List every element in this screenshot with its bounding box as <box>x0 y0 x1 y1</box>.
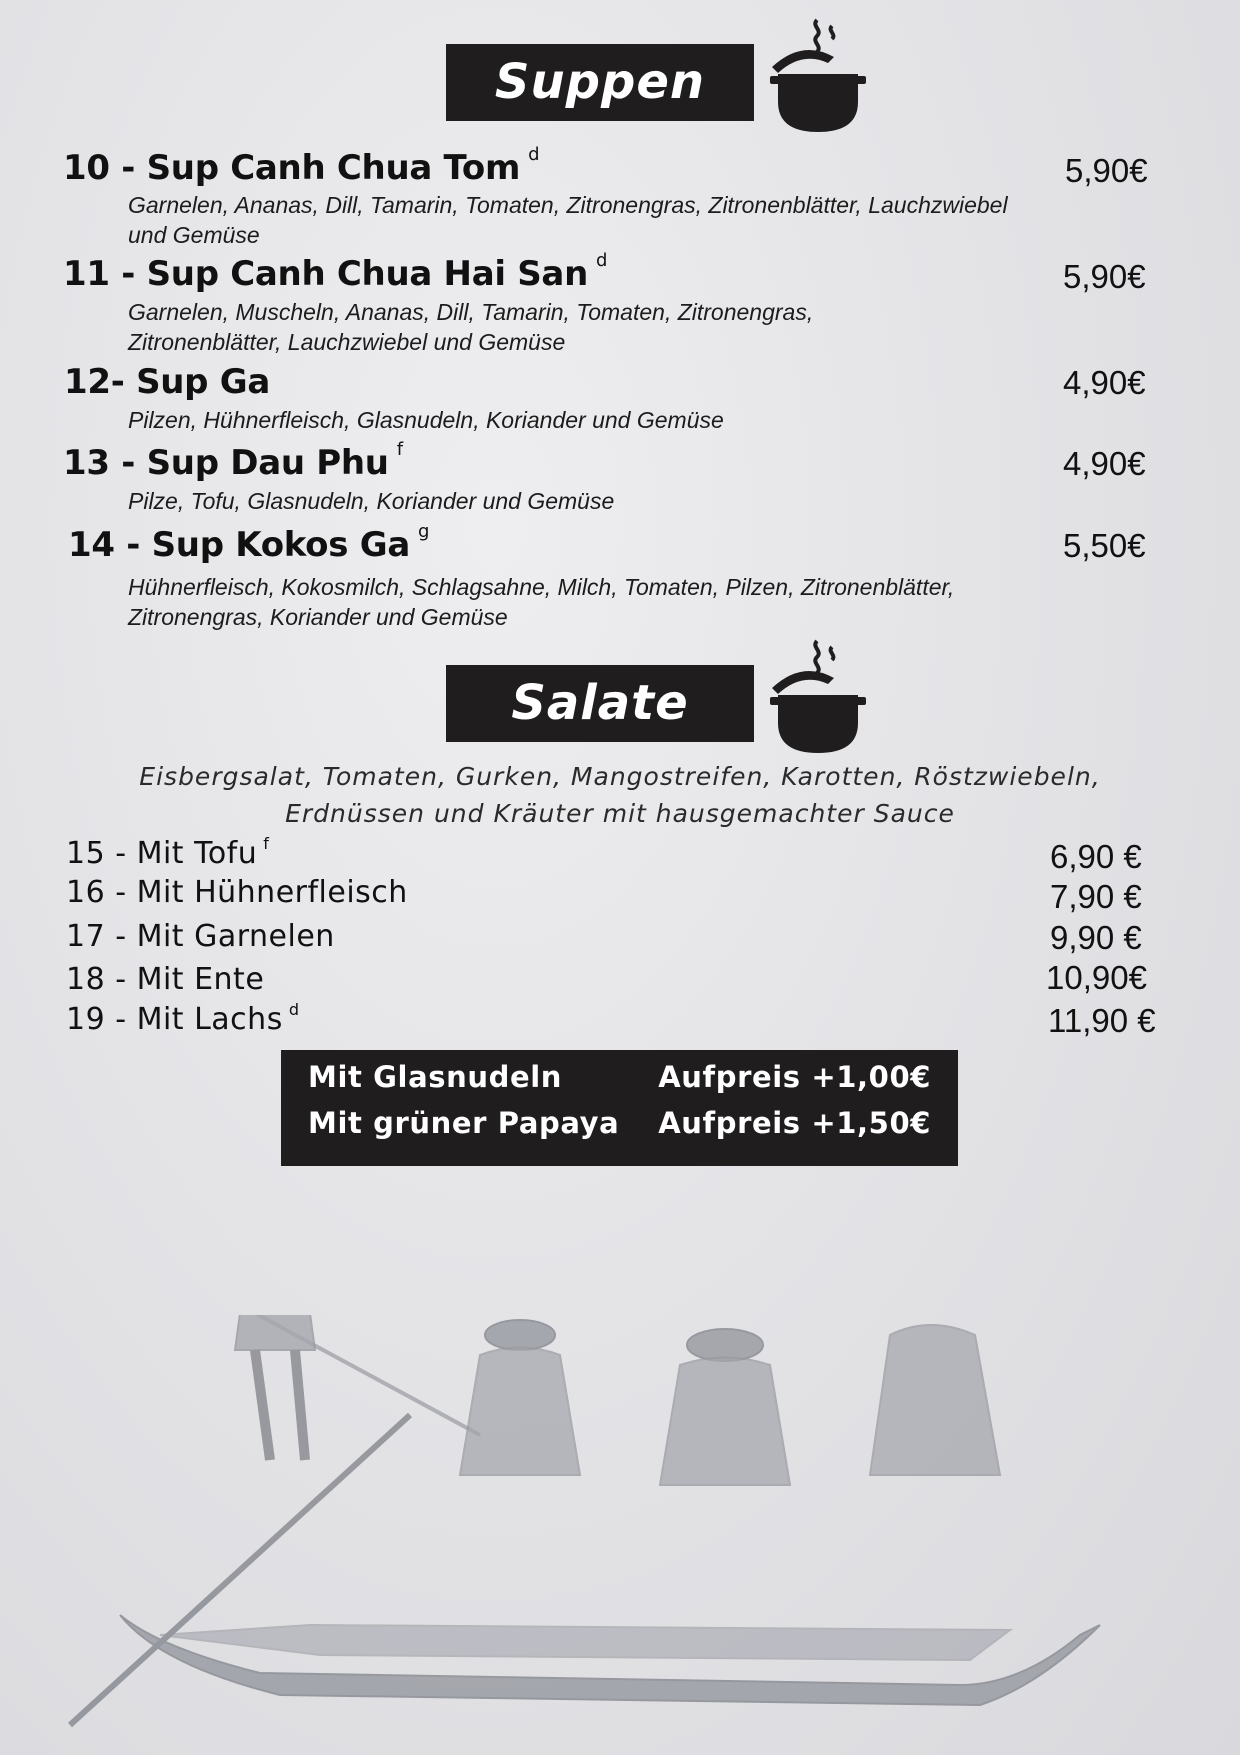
cooking-pot-icon <box>762 633 872 758</box>
soup-item-13-price: 4,90€ <box>1063 445 1146 482</box>
salad-item-17-price: 9,90 € <box>1050 919 1142 956</box>
salad-item-19-title: 19 - Mit Lachs $^d$ <box>66 1000 300 1037</box>
salad-base-description: Eisbergsalat, Tomaten, Gurken, Mangostreifen, Karotten, Röstzwiebeln, Erdnüssen und Kräuter mit hausgemachter Sauce <box>139 762 1101 828</box>
soup-item-11-title: 11 - Sup Canh Chua Hai San $^d$ <box>63 250 608 294</box>
soup-item-14-price: 5,50€ <box>1063 527 1146 564</box>
extra-row-green-papaya <box>308 1106 931 1152</box>
extra-label: Mit grüner Papaya <box>308 1106 620 1140</box>
boat-illustration <box>60 1315 1160 1745</box>
soup-item-10-description: Garnelen, Ananas, Dill, Tamarin, Tomaten, Zitronengras, Zitronenblätter, Lauchzwiebel und Gemüse <box>128 192 1008 248</box>
salad-item-16-price: 7,90 € <box>1050 878 1142 915</box>
salad-item-19-price: 11,90 € <box>1048 1002 1156 1039</box>
salad-item-15-title: 15 - Mit Tofu $^f$ <box>66 834 270 871</box>
soup-item-10-title: 10 - Sup Canh Chua Tom $^d$ <box>63 144 540 188</box>
salad-item-17-title: 17 - Mit Garnelen <box>66 919 335 954</box>
extra-price: Aufpreis +1,50€ <box>658 1106 931 1140</box>
soup-item-12-title: 12- Sup Ga <box>64 362 270 402</box>
soups-section-title: Suppen <box>446 44 754 121</box>
soup-item-13-description: Pilze, Tofu, Glasnudeln, Koriander und Gemüse <box>128 488 615 514</box>
extra-price: Aufpreis +1,00€ <box>658 1060 931 1094</box>
soup-item-14-description: Hühnerfleisch, Kokosmilch, Schlagsahne, Milch, Tomaten, Pilzen, Zitronenblätter, Zitronengras, Koriander und Gemüse <box>128 574 955 630</box>
extras-box <box>281 1050 958 1166</box>
soup-item-10-price: 5,90€ <box>1065 152 1148 189</box>
soup-item-12-price: 4,90€ <box>1063 364 1146 401</box>
salads-section-title: Salate <box>446 665 754 742</box>
salad-item-15-price: 6,90 € <box>1050 838 1142 875</box>
extra-row-glass-noodles <box>308 1060 931 1106</box>
salad-item-18-price: 10,90€ <box>1046 959 1147 996</box>
salad-item-18-title: 18 - Mit Ente <box>66 962 265 997</box>
soup-item-11-price: 5,90€ <box>1063 258 1146 295</box>
soup-item-11-description: Garnelen, Muscheln, Ananas, Dill, Tamarin, Tomaten, Zitronengras, Zitronenblätter, Lauchzwiebel und Gemüse <box>128 299 814 355</box>
extra-label: Mit Glasnudeln <box>308 1060 563 1094</box>
salad-item-16-title: 16 - Mit Hühnerfleisch <box>66 875 408 910</box>
cooking-pot-icon <box>762 12 872 137</box>
soup-item-14-title: 14 - Sup Kokos Ga $^g$ <box>68 521 430 565</box>
soup-item-12-description: Pilzen, Hühnerfleisch, Glasnudeln, Koriander und Gemüse <box>128 407 724 433</box>
soup-item-13-title: 13 - Sup Dau Phu $^f$ <box>63 439 403 483</box>
